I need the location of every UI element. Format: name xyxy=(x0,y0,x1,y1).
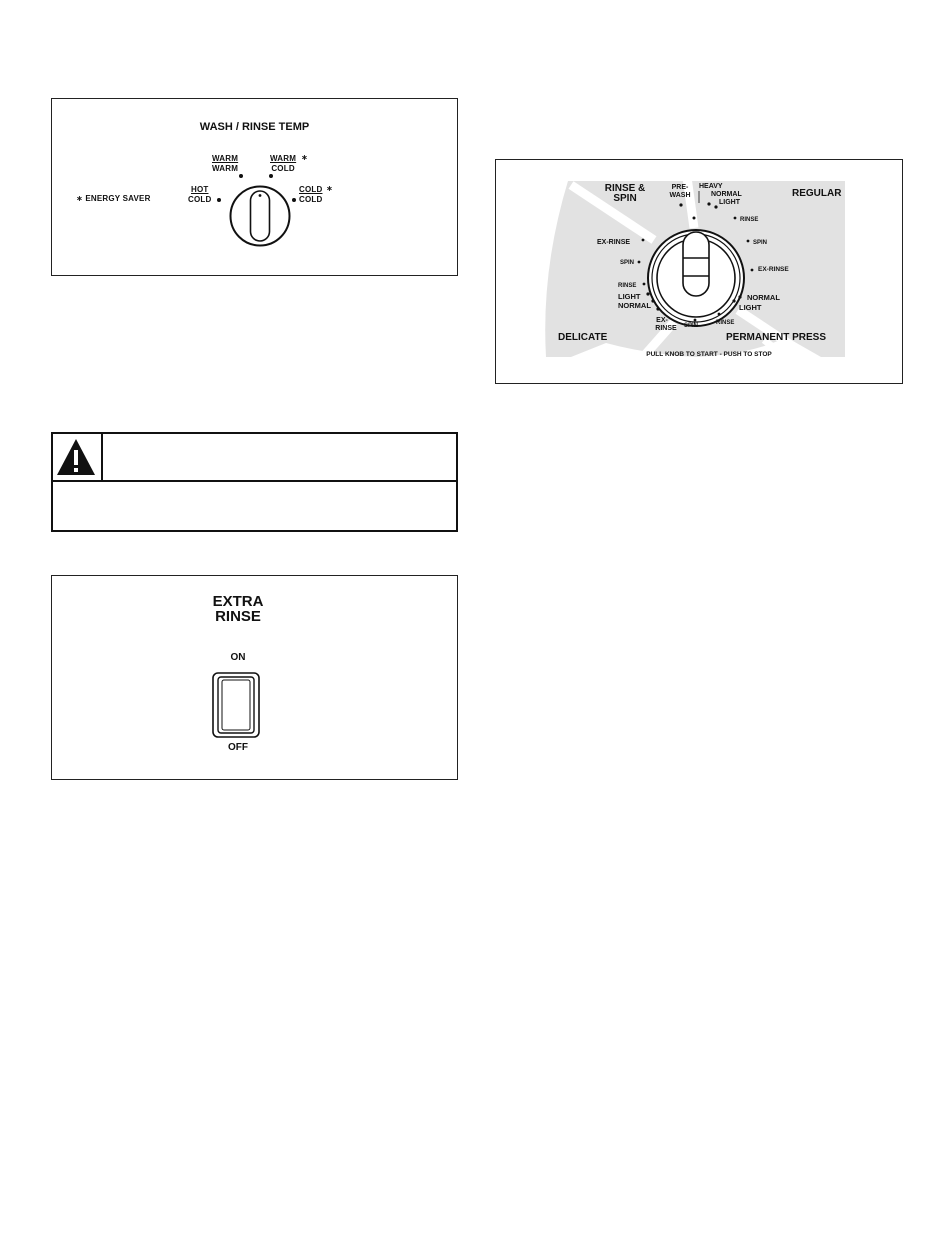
warning-triangle-icon xyxy=(53,434,99,480)
label-rinse-regular: RINSE xyxy=(740,217,759,223)
cold-cold-star: ∗ xyxy=(326,184,333,193)
label-normal-pp: NORMAL xyxy=(747,293,780,302)
label-spin-pp: SPIN xyxy=(684,323,699,329)
label-light-delicate: LIGHT xyxy=(618,292,641,301)
cycle-footer-instruction: PULL KNOB TO START - PUSH TO STOP xyxy=(646,351,772,358)
region-rinse-spin-line1: RINSE & xyxy=(604,183,646,194)
extra-rinse-panel xyxy=(51,575,458,780)
label-spin-regular: SPIN xyxy=(753,240,768,246)
label-light-regular: LIGHT xyxy=(719,199,740,206)
warm-warm-dot xyxy=(239,174,243,178)
extra-rinse-title-line1: EXTRA xyxy=(212,593,264,610)
label-normal-regular: NORMAL xyxy=(711,191,742,198)
label-exrinse-delicate-line1: EX- xyxy=(656,317,668,324)
warning-box xyxy=(51,432,458,532)
temp-setting-cold-cold: COLD COLD xyxy=(299,185,323,204)
label-light-pp: LIGHT xyxy=(739,303,762,312)
cycle-selector-panel xyxy=(495,159,903,384)
temp-setting-warm-cold: WARM COLD xyxy=(270,154,297,173)
warm-cold-star: ∗ xyxy=(301,153,308,162)
temp-setting-warm-warm: WARM WARM xyxy=(212,154,239,173)
hot-cold-dot xyxy=(217,198,221,202)
cycle-knob-grip xyxy=(683,232,709,296)
label-prewash-line1: PRE- xyxy=(671,184,689,191)
region-rinse-spin-line2: SPIN xyxy=(613,193,637,204)
region-permanent-press: PERMANENT PRESS xyxy=(726,332,827,343)
warm-cold-dot xyxy=(269,174,273,178)
energy-saver-note: ∗ ENERGY SAVER xyxy=(76,194,151,203)
temp-setting-hot-cold: HOT COLD xyxy=(188,185,212,204)
label-heavy: HEAVY xyxy=(699,183,723,190)
label-rinse-pp: RINSE xyxy=(716,320,735,326)
warning-header xyxy=(53,434,456,482)
warning-icon-cell xyxy=(53,434,103,480)
temp-selector-knob[interactable] xyxy=(228,184,292,248)
region-delicate: DELICATE xyxy=(558,332,608,343)
cycle-dial-graphic xyxy=(496,160,902,383)
label-exrinse-left: EX-RINSE xyxy=(597,239,631,246)
label-prewash-line2: WASH xyxy=(669,192,691,199)
extra-rinse-title-line2: RINSE xyxy=(215,608,261,625)
region-regular: REGULAR xyxy=(792,188,842,199)
label-rinse-delicate: RINSE xyxy=(618,283,637,289)
wash-rinse-temp-panel xyxy=(51,98,458,276)
label-exrinse-delicate-line2: RINSE xyxy=(655,325,677,332)
extra-rinse-rocker-switch[interactable] xyxy=(212,672,260,738)
label-exrinse-regular: EX-RINSE xyxy=(758,266,789,273)
temp-panel-title: WASH / RINSE TEMP xyxy=(199,121,310,133)
label-normal-delicate: NORMAL xyxy=(618,301,651,310)
rocker-off-label: OFF xyxy=(228,742,248,753)
rocker-on-label: ON xyxy=(230,652,246,663)
label-spin-left: SPIN xyxy=(620,260,635,266)
cold-cold-dot xyxy=(292,198,296,202)
